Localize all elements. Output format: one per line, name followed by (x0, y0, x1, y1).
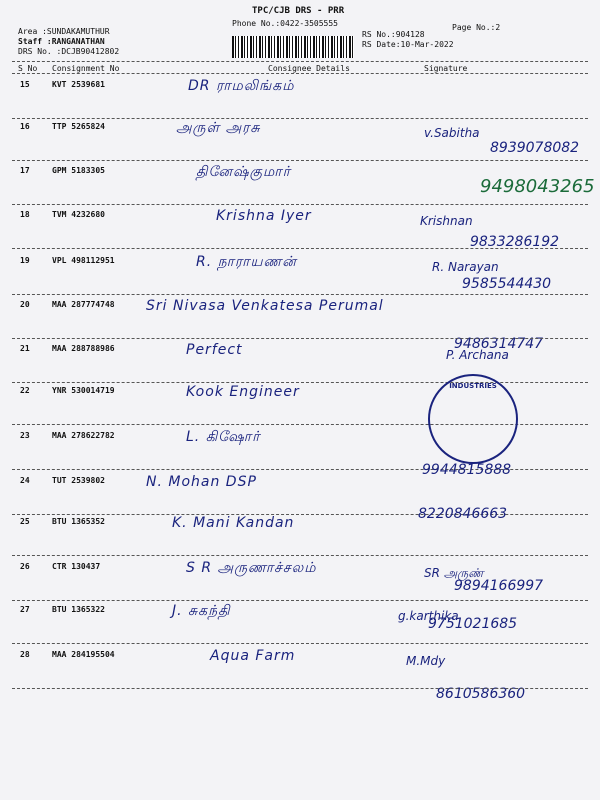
row-divider (12, 600, 588, 601)
row-consignment: GPM 5183305 (52, 166, 105, 175)
row-sno: 23 (20, 431, 30, 440)
row-sno: 19 (20, 256, 30, 265)
row-consignment: MAA 288788986 (52, 344, 115, 353)
row-phone: 8939078082 (490, 140, 580, 156)
row-consignee: தினேஷ்குமார் (196, 164, 291, 180)
columns-divider (12, 73, 588, 74)
row-consignee: Perfect (186, 342, 243, 358)
col-details: Consignee Details (268, 64, 350, 73)
phone-number: Phone No.:0422-3505555 (232, 19, 338, 28)
row-consignee: Sri Nivasa Venkatesa Perumal (146, 298, 384, 314)
col-sno: S No (18, 64, 38, 73)
row-sno: 28 (20, 650, 30, 659)
row-consignee: Aqua Farm (210, 648, 296, 664)
row-consignee: N. Mohan DSP (146, 474, 257, 490)
row-consignment: TVM 4232680 (52, 210, 105, 219)
row-signature: R. Narayan (432, 260, 499, 274)
row-consignment: YNR 530014719 (52, 386, 115, 395)
row-consignee: Kook Engineer (186, 384, 300, 400)
row-consignee: அருள் அரசு (176, 120, 261, 136)
row-sno: 26 (20, 562, 30, 571)
col-signature: Signature (424, 64, 468, 73)
row-signature: v.Sabitha (424, 126, 480, 140)
area: Area :SUNDAKAMUTHUR (18, 27, 110, 36)
row-consignment: BTU 1365322 (52, 605, 105, 614)
table-row (0, 515, 600, 555)
drs-number: DRS No. :DCJB90412802 (18, 47, 120, 56)
row-consignee: Krishna Iyer (216, 208, 312, 224)
row-divider (12, 643, 588, 644)
row-divider (12, 204, 588, 205)
row-consignee: K. Mani Kandan (172, 515, 295, 531)
row-sno: 15 (20, 80, 30, 89)
seal-text: INDUSTRIES (449, 382, 497, 390)
row-phone: 8610586360 (436, 686, 526, 702)
row-divider (12, 248, 588, 249)
row-sno: 24 (20, 476, 30, 485)
row-consignment: VPL 498112951 (52, 256, 115, 265)
row-phone: 9894166997 (454, 578, 544, 594)
table-row (0, 78, 600, 118)
col-consignment: Consignment No (52, 64, 120, 73)
page-number: Page No.:2 (452, 23, 501, 32)
row-consignment: MAA 287774748 (52, 300, 115, 309)
row-signature: g.karthika (398, 609, 459, 623)
row-signature: M.Mdy (406, 654, 446, 668)
row-consignee: R. நாராயணன் (196, 254, 297, 270)
row-sno: 18 (20, 210, 30, 219)
row-divider (12, 338, 588, 339)
row-signature: SR அருண் (424, 566, 484, 580)
row-consignment: TUT 2539802 (52, 476, 105, 485)
row-consignee: J. சுகந்தி (172, 603, 231, 619)
row-phone: 9486314747 (454, 336, 544, 352)
row-consignee: L. கிஷோர் (186, 429, 261, 445)
row-divider (12, 688, 588, 689)
table-row (0, 342, 600, 382)
row-phone: 9585544430 (462, 276, 552, 292)
row-divider (12, 294, 588, 295)
row-consignee: DR ராமலிங்கம் (188, 78, 295, 94)
header-divider (12, 61, 588, 62)
row-sno: 17 (20, 166, 30, 175)
row-signature: Krishnan (420, 214, 473, 228)
row-divider (12, 160, 588, 161)
row-signature: P. Archana (446, 348, 509, 362)
row-sno: 25 (20, 517, 30, 526)
row-phone: 9751021685 (428, 616, 518, 632)
row-consignment: BTU 1365352 (52, 517, 105, 526)
row-consignment: CTR 130437 (52, 562, 101, 571)
company-seal (428, 374, 518, 464)
row-sno: 22 (20, 386, 30, 395)
row-divider (12, 555, 588, 556)
row-phone: 9944815888 (422, 462, 512, 478)
row-phone: 8220846663 (418, 506, 508, 522)
row-sno: 16 (20, 122, 30, 131)
row-consignment: TTP 5265824 (52, 122, 105, 131)
table-row (0, 298, 600, 338)
barcode (232, 36, 354, 58)
rs-date: RS Date:10-Mar-2022 (362, 40, 454, 49)
row-consignment: KVT 2539681 (52, 80, 105, 89)
row-consignee: S R அருணாச்சலம் (186, 560, 317, 576)
row-consignment: MAA 284195504 (52, 650, 115, 659)
staff: Staff :RANGANATHAN (18, 37, 105, 46)
row-sno: 20 (20, 300, 30, 309)
row-phone: 9498043265 (480, 176, 595, 197)
rs-number: RS No.:904128 (362, 30, 425, 39)
table-row (0, 648, 600, 688)
row-consignment: MAA 278622782 (52, 431, 115, 440)
row-sno: 27 (20, 605, 30, 614)
row-phone: 9833286192 (470, 234, 560, 250)
table-row (0, 474, 600, 514)
doc-title: TPC/CJB DRS - PRR (252, 6, 345, 16)
row-divider (12, 118, 588, 119)
row-sno: 21 (20, 344, 30, 353)
